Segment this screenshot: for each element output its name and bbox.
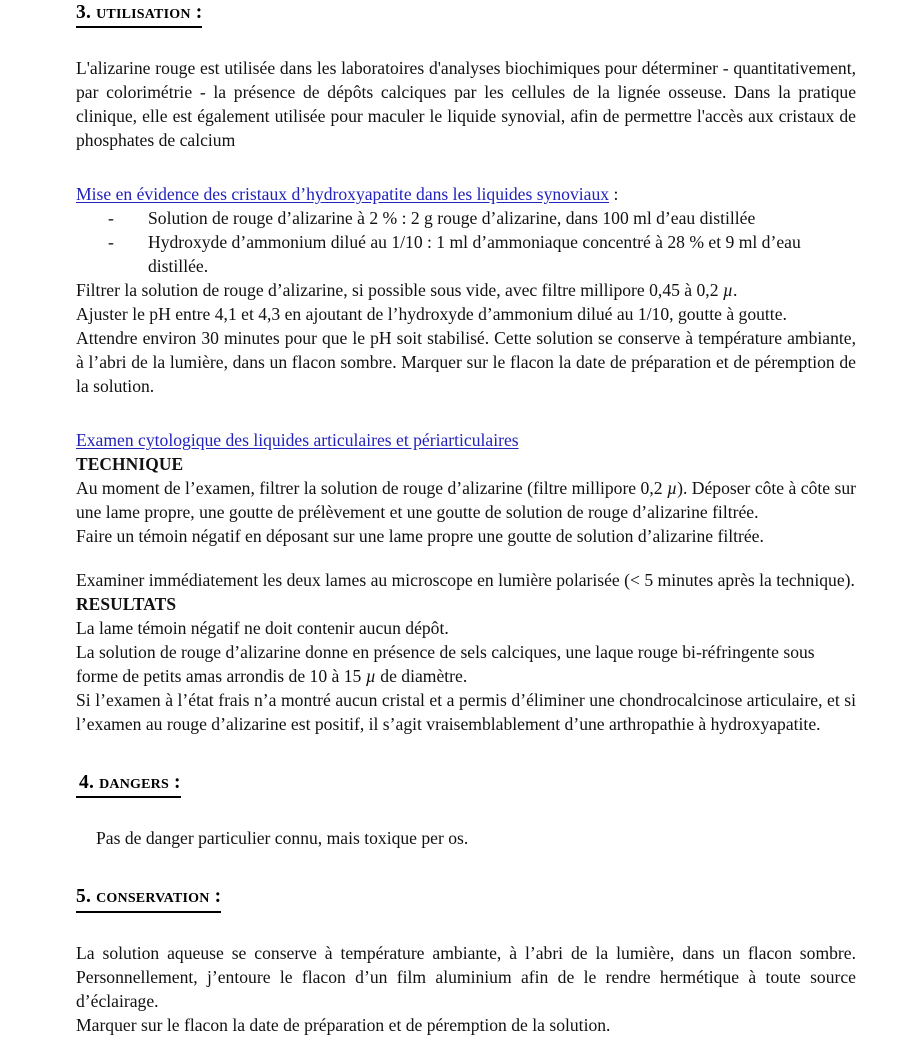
conservation-paragraph-1: La solution aqueuse se conserve à température ambiante, à l’abri de la lumière, dans un flacon sombre. Personnellement, j’entoure le flacon d’un film aluminium afin de le rendre hermétique à toute source d’éclairage. xyxy=(76,942,856,1011)
section-heading-utilisation xyxy=(76,0,202,28)
micron-symbol: µ xyxy=(666,478,678,499)
technique-paragraph-3: Examiner immédiatement les deux lames au microscope en lumière polarisée (< 5 minutes après la technique). xyxy=(76,570,855,591)
resultats-paragraph-2 xyxy=(76,640,856,688)
subheading-hydroxyapatite-link[interactable]: Mise en évidence des cristaux d’hydroxyapatite dans les liquides synoviaux xyxy=(76,184,610,205)
section-heading-conservation xyxy=(76,884,221,912)
list-item-text: Hydroxyde d’ammonium dilué au 1/10 : 1 ml d’ammoniaque concentré à 28 % et 9 ml d’eau distillée. xyxy=(148,232,801,277)
resultats-paragraph-2-pre: La solution de rouge d’alizarine donne en présence de sels calciques, une laque rouge bi-réfringente sous forme de petits amas arrondis de 10 à 15 xyxy=(76,642,815,687)
list-item-text: Solution de rouge d’alizarine à 2 % : 2 g rouge d’alizarine, dans 100 ml d’eau distillée xyxy=(148,208,756,229)
subheading-hydroxyapatite xyxy=(76,182,856,206)
section-title-conservation: conservation xyxy=(96,885,210,908)
technique-paragraph-1 xyxy=(76,476,856,524)
section-number-5: 5. xyxy=(76,886,92,908)
micron-symbol: µ xyxy=(365,666,376,687)
subheading-examen-cytologique-link[interactable]: Examen cytologique des liquides articulaires et périarticulaires xyxy=(76,430,519,451)
list-dash-marker: - xyxy=(108,208,114,229)
technique-paragraph-1-post: ). Déposer côte à côte sur une lame propre, une goutte de prélèvement et une goutte de solution de rouge d’alizarine filtrée. xyxy=(76,478,856,523)
section-title-dangers: dangers xyxy=(99,771,169,794)
list-dash-marker: - xyxy=(108,232,114,253)
section-conservation-heading-block xyxy=(76,884,856,912)
subheading-examen-cytologique xyxy=(76,428,856,452)
step-ph-adjustment: Ajuster le pH entre 4,1 et 4,3 en ajoutant de l’hydroxyde d’ammonium dilué au 1/10, goutte à goutte. xyxy=(76,304,787,325)
step-filtration-post: . xyxy=(733,280,738,301)
technique-paragraph-2: Faire un témoin négatif en déposant sur une lame propre une goutte de solution d’alizarine filtrée. xyxy=(76,526,764,547)
section-number-3: 3. xyxy=(76,2,92,23)
section-colon-dangers: : xyxy=(174,772,181,794)
technique-paragraph-1-pre: Au moment de l’examen, filtrer la solution de rouge d’alizarine (filtre millipore 0,2 xyxy=(76,478,667,499)
list-item xyxy=(76,230,856,278)
section-colon-utilisation: : xyxy=(195,2,203,23)
conservation-paragraph-2: Marquer sur le flacon la date de préparation et de péremption de la solution. xyxy=(76,1014,611,1035)
subheading-hydroxyapatite-tail: : xyxy=(609,184,619,205)
micron-symbol: µ xyxy=(722,280,734,301)
heading-resultats: RESULTATS xyxy=(76,594,177,615)
section-utilisation-heading-block xyxy=(76,0,856,28)
utilisation-intro-paragraph: L'alizarine rouge est utilisée dans les laboratoires d'analyses biochimiques pour déterminer - quantitativement, par colorimétrie - la présence de dépôts calciques par les cellules de la lignée osseuse. Dans la pratique clinique, elle est également utilisée pour maculer le liquide synovial, afin de permettre l'accès aux cristaux de phosphates de calcium xyxy=(76,58,856,151)
resultats-paragraph-2-post: de diamètre. xyxy=(375,666,468,687)
resultats-paragraph-1: La lame témoin négatif ne doit contenir aucun dépôt. xyxy=(76,618,449,639)
step-stabilisation: Attendre environ 30 minutes pour que le pH soit stabilisé. Cette solution se conserve à température ambiante, à l’abri de la lumière, dans un flacon sombre. Marquer sur le flacon la date de préparation et de péremption de la solution. xyxy=(76,328,856,397)
step-filtration-pre: Filtrer la solution de rouge d’alizarine, si possible sous vide, avec filtre millipore 0,45 à 0,2 xyxy=(76,280,723,301)
section-heading-dangers xyxy=(76,770,181,798)
resultats-paragraph-3: Si l’examen à l’état frais n’a montré aucun cristal et a permis d’éliminer une chondrocalcinose articulaire, et si l’examen au rouge d’alizarine est positif, il s’agit vraisemblablement d’une arthropathie à hydroxyapatite. xyxy=(76,690,856,735)
section-title-utilisation: utilisation xyxy=(96,1,191,23)
heading-technique: TECHNIQUE xyxy=(76,454,184,475)
section-dangers-heading-block xyxy=(76,770,856,798)
list-item xyxy=(76,206,856,230)
reagent-list xyxy=(76,206,856,278)
section-colon-conservation: : xyxy=(214,886,222,908)
dangers-paragraph: Pas de danger particulier connu, mais toxique per os. xyxy=(96,828,469,849)
step-filtration xyxy=(76,278,856,302)
section-number-4: 4. xyxy=(79,772,95,794)
